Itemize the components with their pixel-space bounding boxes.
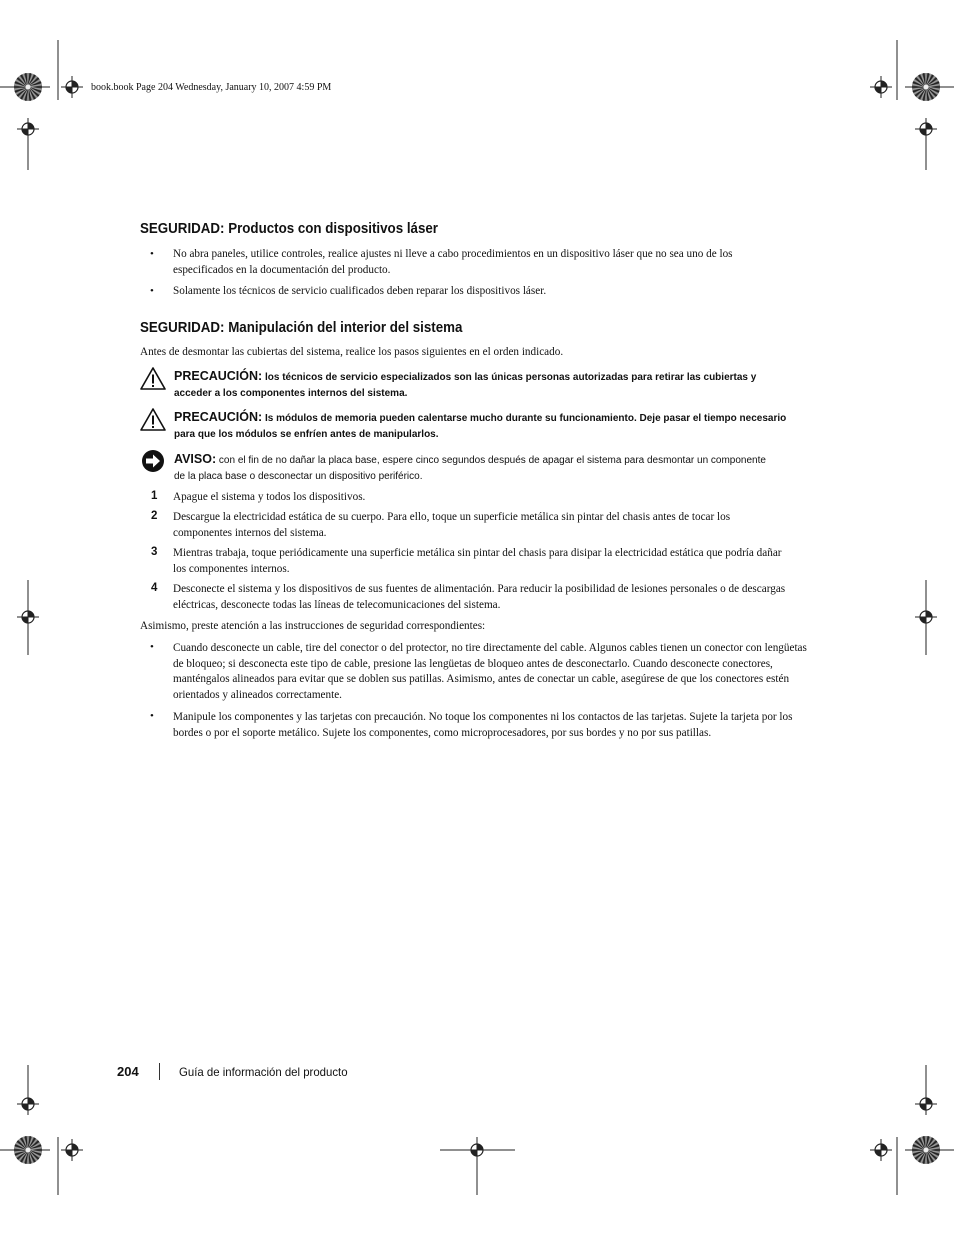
- notice-label: AVISO:: [174, 452, 217, 466]
- color-target-icon: [14, 1136, 42, 1164]
- caution-label: PRECAUCIÓN:: [174, 369, 263, 383]
- bullet-icon: •: [150, 641, 154, 653]
- registration-crosshair-icon: [466, 1139, 488, 1161]
- step-number: 4: [151, 582, 158, 594]
- step-text: Descargue la electricidad estática de su cuerpo. Para ello, toque un superficie metálica sin pintar del chasis antes de tocar los componentes internos del sistema.: [173, 511, 731, 539]
- notice-note: [174, 452, 774, 484]
- caution-note: [174, 369, 789, 401]
- step-number: 2: [151, 510, 158, 522]
- bullet-icon: •: [150, 285, 154, 297]
- registration-crosshair-icon: [17, 118, 39, 140]
- registration-crosshair-icon: [61, 76, 83, 98]
- color-target-icon: [912, 1136, 940, 1164]
- caution-triangle-icon: [139, 366, 167, 392]
- footer-title: Guía de información del producto: [179, 1065, 348, 1079]
- step-number: 3: [151, 546, 158, 558]
- step-number: 1: [151, 490, 158, 502]
- registration-crosshair-icon: [870, 76, 892, 98]
- caution-label: PRECAUCIÓN:: [174, 410, 263, 424]
- registration-crosshair-icon: [870, 1139, 892, 1161]
- color-target-icon: [14, 73, 42, 101]
- section-heading-laser: SEGURIDAD: Productos con dispositivos láser: [140, 221, 438, 237]
- registration-crosshair-icon: [915, 606, 937, 628]
- list-item: Manipule los componentes y las tarjetas con precaución. No toque los componentes ni los contactos de las tarjetas. Sujete la tarjeta por los bordes o por el soporte metálico. Sujete los componentes, como microprocesadores, por sus bordes y no por sus patillas.: [173, 711, 793, 739]
- registration-crosshair-icon: [17, 1093, 39, 1115]
- list-item: Cuando desconecte un cable, tire del conector o del protector, no tire directamente del cable. Algunos cables tienen un conector con lengüetas de bloqueo; si desconecta este tipo de cable, presione las lengüetas de bloqueo antes de desconectarlo. Cuando desconecte conectores, manténgalos alineados para evitar que se doblen sus patillas. Asimismo, antes de conectar un cable, asegúrese de que los conectores estén orientados y alineados correctamente.: [173, 642, 807, 701]
- notice-text: con el fin de no dañar la placa base, espere cinco segundos después de apagar el sistema para desmontar un componente de la placa base o desconectar un dispositivo periférico.: [174, 455, 766, 482]
- print-slug: book.book Page 204 Wednesday, January 10, 2007 4:59 PM: [91, 82, 332, 93]
- registration-crosshair-icon: [61, 1139, 83, 1161]
- color-target-icon: [912, 73, 940, 101]
- after-steps-paragraph: Asimismo, preste atención a las instrucciones de seguridad correspondientes:: [140, 620, 486, 632]
- step-text: Apague el sistema y todos los dispositivos.: [173, 491, 366, 503]
- list-item: Solamente los técnicos de servicio cualificados deben reparar los dispositivos láser.: [173, 285, 547, 297]
- caution-text: los técnicos de servicio especializados son las únicas personas autorizadas para retirar las cubiertas y acceder a los componentes internos del sistema.: [174, 372, 757, 399]
- bullet-icon: •: [150, 710, 154, 722]
- registration-crosshair-icon: [17, 606, 39, 628]
- list-item: No abra paneles, utilice controles, realice ajustes ni lleve a cabo procedimientos en un dispositivo láser que no sea uno de los especificados en la documentación del producto.: [173, 248, 733, 276]
- step-text: Mientras trabaja, toque periódicamente una superficie metálica sin pintar del chasis para disipar la electricidad estática que podría dañar los componentes internos.: [173, 547, 782, 575]
- notice-arrow-icon: [139, 449, 167, 475]
- registration-crosshair-icon: [915, 118, 937, 140]
- caution-note: [174, 410, 789, 442]
- caution-text: Is módulos de memoria pueden calentarse mucho durante su funcionamiento. Deje pasar el tiempo necesario para que los módulos se enfríen antes de manipularlos.: [174, 413, 787, 440]
- page-number: 204: [117, 1064, 139, 1079]
- section-heading-interior: SEGURIDAD: Manipulación del interior del sistema: [140, 320, 463, 336]
- intro-paragraph: Antes de desmontar las cubiertas del sistema, realice los pasos siguientes en el orden indicado.: [140, 346, 564, 358]
- step-text: Desconecte el sistema y los dispositivos de sus fuentes de alimentación. Para reducir la posibilidad de lesiones personales o de descargas eléctricas, desconecte todas las líneas de telecomunicaciones del sistema.: [173, 583, 786, 611]
- footer-divider: [159, 1063, 160, 1080]
- registration-crosshair-icon: [915, 1093, 937, 1115]
- caution-triangle-icon: [139, 407, 167, 433]
- bullet-icon: •: [150, 248, 154, 260]
